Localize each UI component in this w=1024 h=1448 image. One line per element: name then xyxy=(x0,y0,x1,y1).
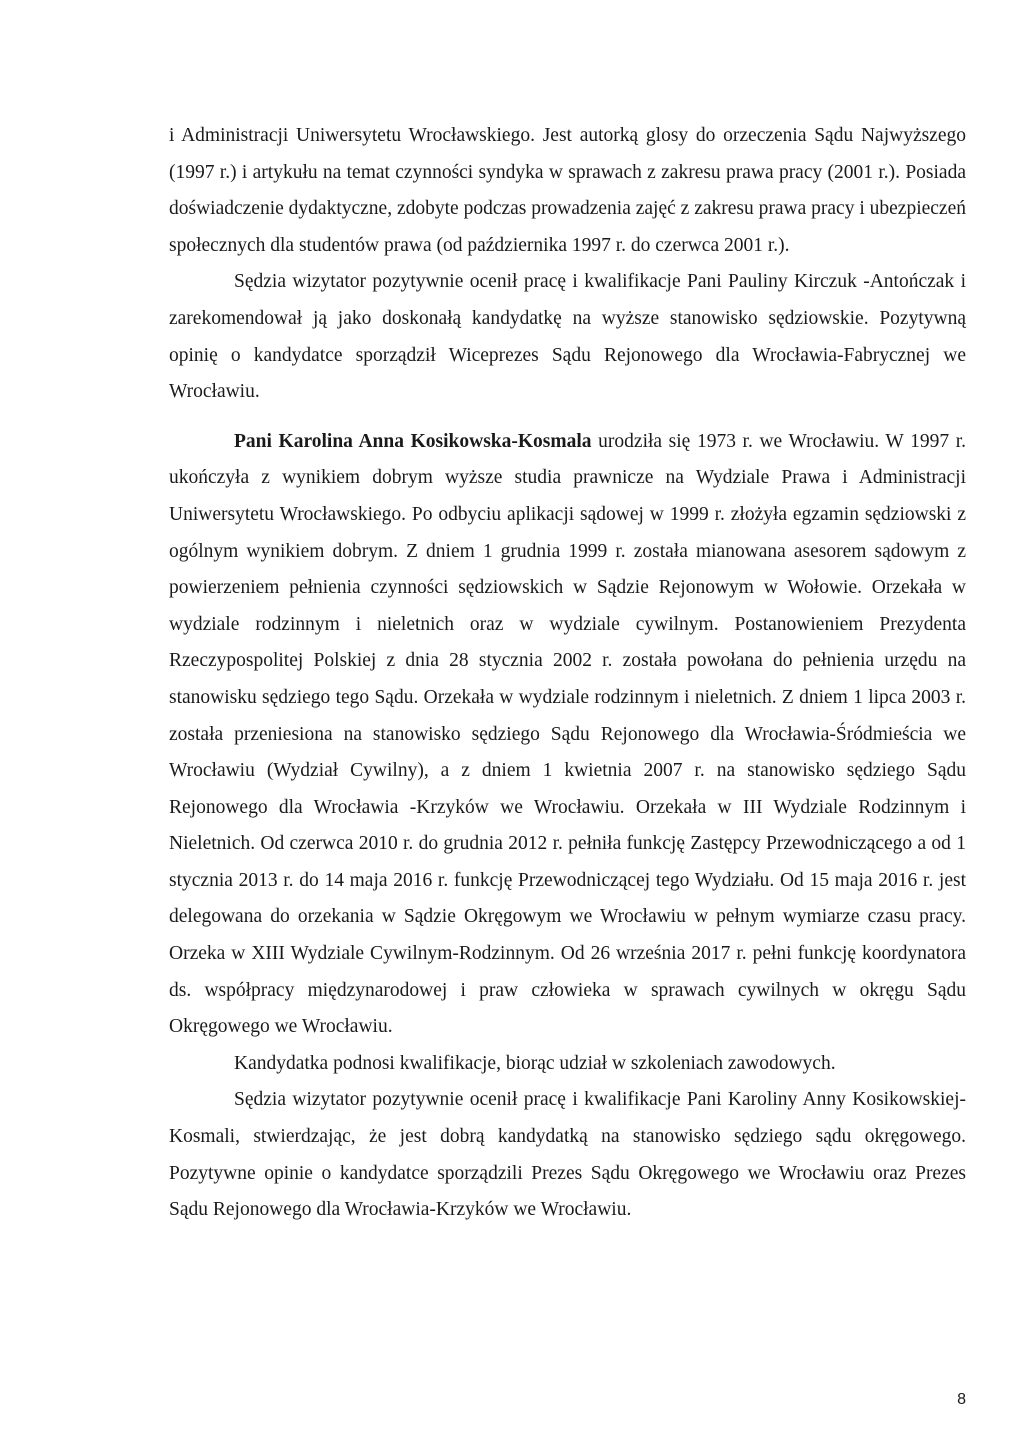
paragraph-5: Sędzia wizytator pozytywnie ocenił pracę i kwalifikacje Pani Karoliny Anny Kosikowskiej-Kosmali, stwierdzając, że jest dobrą kandydatką na stanowisko sędziego sądu okręgowego. Pozytywne opinie o kandydatce sporządzili Prezes Sądu Okręgowego we Wrocławiu oraz Prezes Sądu Rejonowego dla Wrocławia-Krzyków we Wrocławiu. xyxy=(169,1089,966,1221)
paragraph-1: i Administracji Uniwersytetu Wrocławskiego. Jest autorką glosy do orzeczenia Sądu Najwyższego (1997 r.) i artykułu na temat czynności syndyka w sprawach z zakresu prawa pracy (2001 r.). Posiada doświadczenie dydaktyczne, zdobyte podczas prowadzenia zajęć z zakresu prawa pracy i ubezpieczeń społecznych dla studentów prawa (od października 1997 r. do czerwca 2001 r.). xyxy=(169,125,966,256)
page-number: 8 xyxy=(957,1391,966,1408)
document-body xyxy=(169,118,966,1229)
paragraph-3 xyxy=(169,424,966,1046)
paragraph-2: Sędzia wizytator pozytywnie ocenił pracę i kwalifikacje Pani Pauliny Kirczuk -Antończak i zarekomendował ją jako doskonałą kandydatkę na wyższe stanowisko sędziowskie. Pozytywną opinię o kandydatce sporządził Wiceprezes Sądu Rejonowego dla Wrocławia-Fabrycznej we Wrocławiu. xyxy=(169,271,966,403)
candidate-name: Pani Karolina Anna Kosikowska-Kosmala xyxy=(234,430,592,452)
paragraph-3-text: urodziła się 1973 r. we Wrocławiu. W 1997 r. ukończyła z wynikiem dobrym wyższe studia prawnicze na Wydziale Prawa i Administracji Uniwersytetu Wrocławskiego. Po odbyciu aplikacji sądowej w 1999 r. złożyła egzamin sędziowski z ogólnym wynikiem dobrym. Z dniem 1 grudnia 1999 r. została mianowana asesorem sądowym z powierzeniem pełnienia czynności sędziowskich w Sądzie Rejonowym w Wołowie. Orzekała w wydziale rodzinnym i nieletnich oraz w wydziale cywilnym. Postanowieniem Prezydenta Rzeczypospolitej Polskiej z dnia 28 stycznia 2002 r. została powołana do pełnienia urzędu na stanowisku sędziego tego Sądu. Orzekała w wydziale rodzinnym i nieletnich. Z dniem 1 lipca 2003 r. została przeniesiona na stanowisko sędziego Sądu Rejonowego dla Wrocławia-Śródmieścia we Wrocławiu (Wydział Cywilny), a z dniem 1 kwietnia 2007 r. na stanowisko sędziego Sądu Rejonowego dla Wrocławia -Krzyków we Wrocławiu. Orzekała w III Wydziale Rodzinnym i Nieletnich. Od czerwca 2010 r. do grudnia 2012 r. pełniła funkcję Zastępcy Przewodniczącego a od 1 stycznia 2013 r. do 14 maja 2016 r. funkcję Przewodniczącej tego Wydziału. Od 15 maja 2016 r. jest delegowana do orzekania w Sądzie Okręgowym we Wrocławiu w pełnym wymiarze czasu pracy. Orzeka w XIII Wydziale Cywilnym-Rodzinnym. Od 26 września 2017 r. pełni funkcję koordynatora ds. współpracy międzynarodowej i praw człowieka w sprawach cywilnych w okręgu Sądu Okręgowego we Wrocławiu. xyxy=(169,430,967,1038)
paragraph-4: Kandydatka podnosi kwalifikacje, biorąc udział w szkoleniach zawodowych. xyxy=(234,1052,836,1074)
